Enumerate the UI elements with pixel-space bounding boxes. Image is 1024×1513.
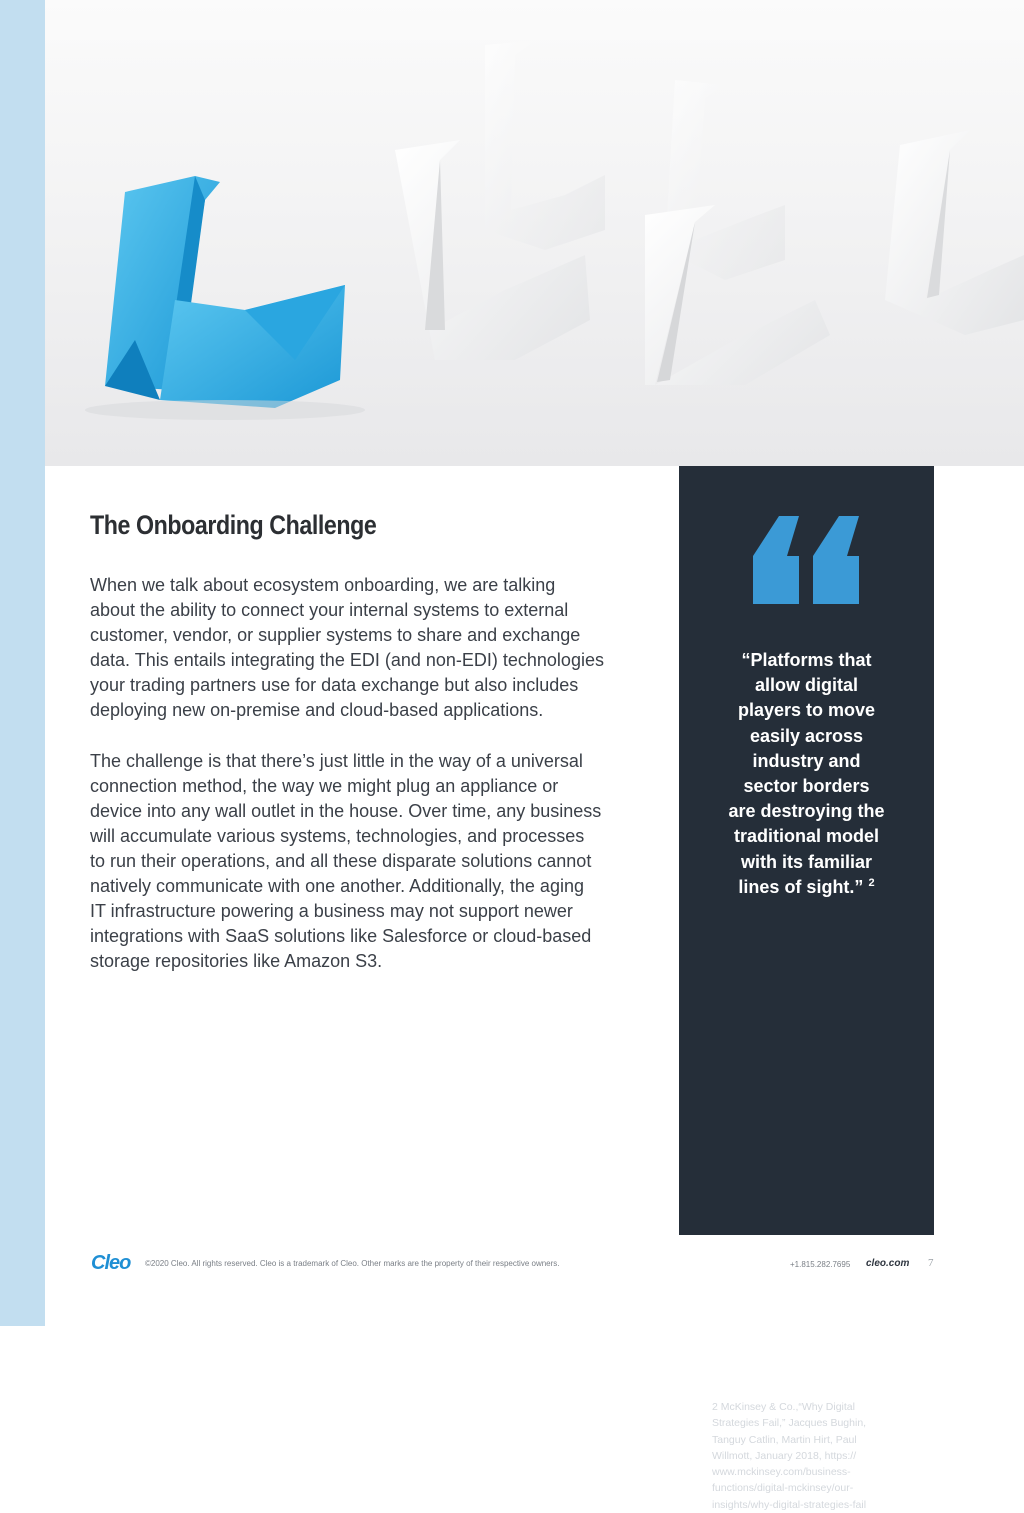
cleo-logo: Cleo [91, 1252, 131, 1274]
paragraph-line: The challenge is that there’s just little in the way of a universal [90, 751, 583, 771]
quote-line: easily across [749, 725, 864, 746]
paragraph-line: storage repositories like Amazon S3. [90, 951, 383, 971]
footnote-line: Tanguy Catlin, Martin Hirt, Paul [712, 1433, 857, 1446]
quote-line: “Platforms that [741, 650, 872, 670]
left-accent-stripe [0, 0, 45, 1326]
quote-line: players to move [737, 700, 876, 721]
footnote-line: 2 McKinsey & Co.,“Why Digital [712, 1401, 855, 1413]
pull-quote [679, 648, 934, 900]
footnote-line: Strategies Fail,” Jacques Bughin, [712, 1417, 867, 1430]
copyright-notice: ©2020 Cleo. All rights reserved. Cleo is a trademark of Cleo. Other marks are the property of their respective owners. [145, 1259, 560, 1268]
paragraph-line: connection method, the way we might plug an appliance or [90, 776, 559, 796]
quote-line: industry and [752, 750, 861, 771]
footnote-line: insights/why-digital-strategies-fail [712, 1498, 867, 1511]
quote-line: sector borders [743, 776, 870, 797]
paragraph-line: When we talk about ecosystem onboarding, we are talking [90, 575, 556, 595]
quote-line: traditional model [733, 826, 879, 847]
body-paragraph-1 [90, 573, 650, 723]
paragraph-line: will accumulate various systems, technologies, and processes [90, 826, 585, 846]
phone-number: +1.815.282.7695 [790, 1260, 851, 1269]
website-link[interactable]: cleo.com [866, 1258, 910, 1269]
page-title: The Onboarding Challenge [90, 510, 377, 540]
paragraph-line: IT infrastructure powering a business may not support newer [90, 901, 573, 921]
quote-line: with its familiar [740, 851, 873, 872]
paragraph-line: device into any wall outlet in the house. Over time, any business [90, 801, 602, 821]
body-paragraph-2 [90, 749, 650, 974]
quotation-mark-icon [753, 516, 859, 604]
page-footer [0, 1252, 1024, 1276]
footnote-line: Willmott, January 2018, https:// [712, 1449, 857, 1462]
paragraph-line: customer, vendor, or supplier systems to share and exchange [90, 625, 581, 645]
footnote-line: functions/digital-mckinsey/our- [712, 1482, 854, 1495]
quote-line-last [679, 875, 934, 900]
paragraph-line: about the ability to connect your internal systems to external [90, 600, 569, 620]
quote-line: allow digital [754, 675, 858, 696]
quote-line: lines of sight.” [738, 876, 864, 897]
paragraph-line: natively communicate with one another. Additionally, the aging [90, 876, 584, 896]
paragraph-line: your trading partners use for data exchange but also includes [90, 675, 579, 695]
hero-image-origami-swans [45, 0, 1024, 466]
footnote-reference: 2 [868, 876, 875, 889]
footnote-citation [712, 1399, 922, 1513]
footnote-line: www.mckinsey.com/business- [712, 1466, 851, 1479]
paragraph-line: to run their operations, and all these disparate solutions cannot [90, 851, 592, 871]
paragraph-line: deploying new on-premise and cloud-based applications. [90, 700, 544, 720]
paragraph-line: integrations with SaaS solutions like Salesforce or cloud-based [90, 926, 592, 946]
paragraph-line: data. This entails integrating the EDI (and non-EDI) technologies [90, 650, 604, 670]
quote-line: are destroying the [728, 801, 885, 822]
page-number: 7 [928, 1257, 934, 1269]
